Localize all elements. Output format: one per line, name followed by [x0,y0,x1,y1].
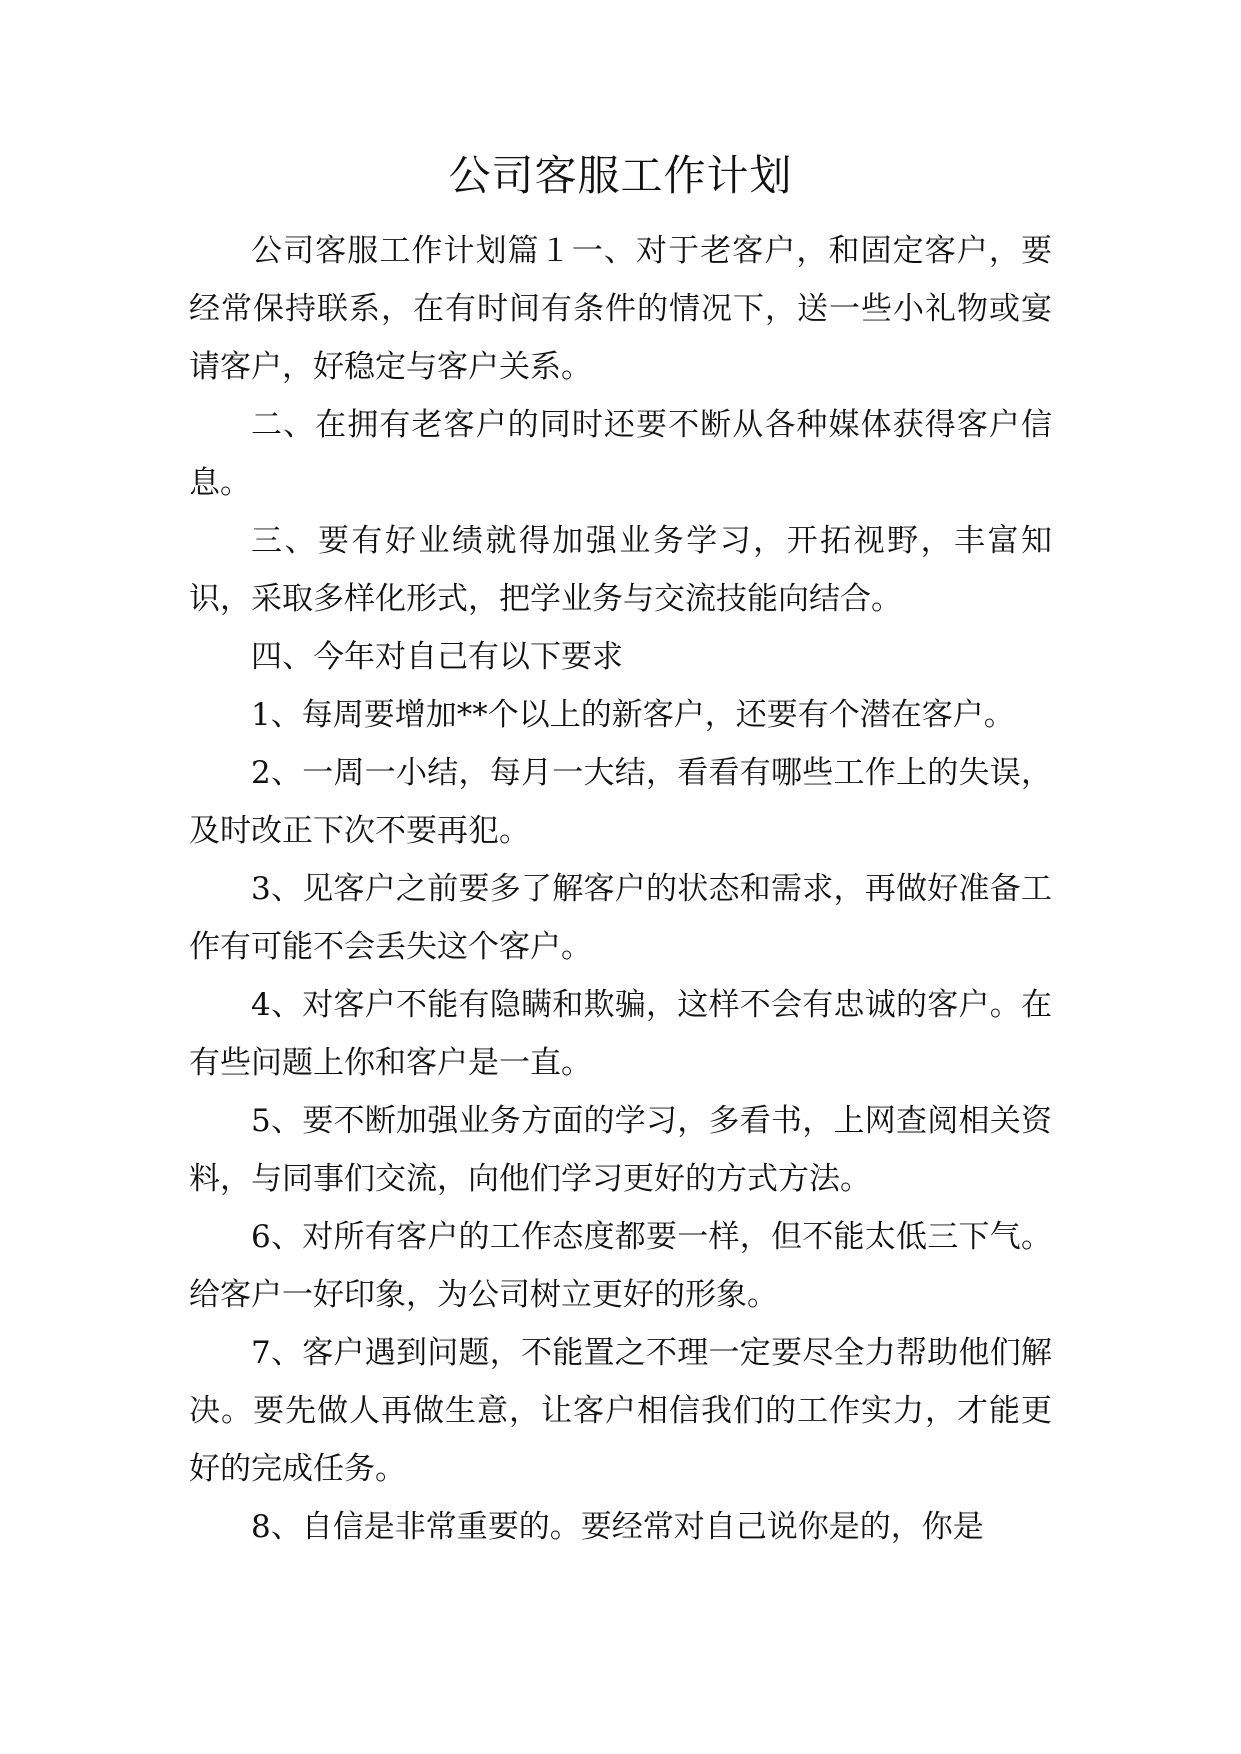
paragraph: 二、在拥有老客户的同时还要不断从各种媒体获得客户信息。 [189,407,1052,501]
document-body [189,222,1052,1556]
document-title: 公司客服工作计划 [448,151,793,200]
paragraph: 1、每周要增加**个以上的新客户，还要有个潜在客户。 [251,697,1015,733]
paragraph: 4、对客户不能有隐瞒和欺骗，这样不会有忠诚的客户。在有些问题上你和客户是一直。 [189,987,1052,1081]
paragraph: 2、一周一小结，每月一大结，看看有哪些工作上的失误，及时改正下次不要再犯。 [189,755,1052,849]
paragraph: 四、今年对自己有以下要求 [251,639,623,675]
paragraph: 7、客户遇到问题，不能置之不理一定要尽全力帮助他们解决。要先做人再做生意，让客户相信我们的工作实力，才能更好的完成任务。 [189,1335,1052,1487]
paragraph: 公司客服工作计划篇１一、对于老客户，和固定客户，要经常保持联系，在有时间有条件的情况下，送一些小礼物或宴请客户，好稳定与客户关系。 [189,233,1052,385]
paragraph: 6、对所有客户的工作态度都要一样，但不能太低三下气。给客户一好印象，为公司树立更好的形象。 [189,1219,1052,1313]
paragraph: 8、自信是非常重要的。要经常对自己说你是的，你是 [251,1509,984,1545]
paragraph: 5、要不断加强业务方面的学习，多看书，上网查阅相关资料，与同事们交流，向他们学习更好的方式方法。 [189,1103,1052,1197]
paragraph: 三、要有好业绩就得加强业务学习，开拓视野，丰富知识，采取多样化形式，把学业务与交流技能向结合。 [189,523,1052,617]
paragraph: 3、见客户之前要多了解客户的状态和需求，再做好准备工作有可能不会丢失这个客户。 [189,871,1052,965]
